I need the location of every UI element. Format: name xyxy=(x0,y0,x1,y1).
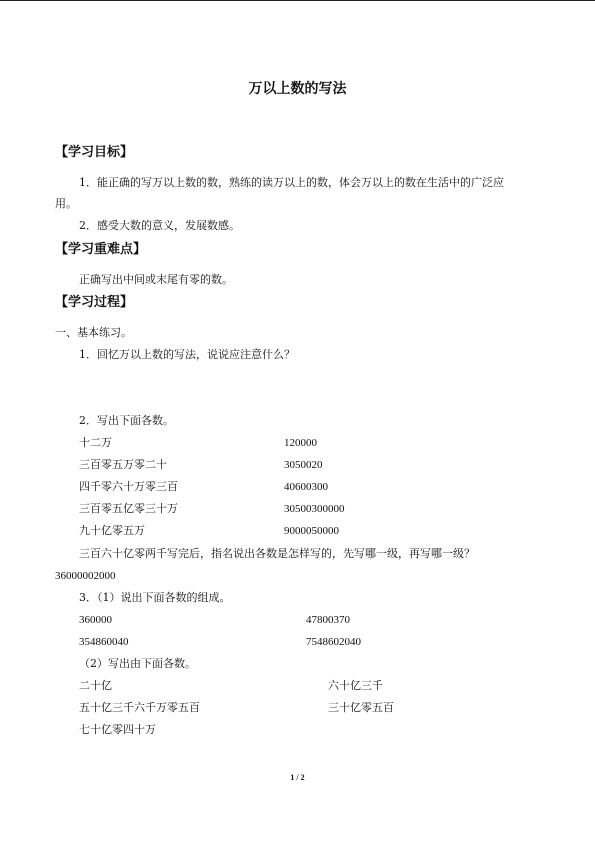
section-heading-difficulty: 【学习重难点】 xyxy=(55,242,147,257)
goal-1-line-2: 用。 xyxy=(55,197,77,210)
document-title: 万以上数的写法 xyxy=(248,81,347,97)
q2-extra-line-1: 三百六十亿零两千写完后，指名说出各数是怎样写的，先写哪一级，再写哪一级？ xyxy=(79,547,475,560)
question-3-part-2: （2）写出由下面各数。 xyxy=(79,657,196,670)
section-heading-process: 【学习过程】 xyxy=(55,295,134,310)
q2-row-words: 十二万 xyxy=(79,436,112,449)
page-number: 1 / 2 xyxy=(290,773,305,782)
q3-2-item: 五十亿三千六千万零五百 xyxy=(79,701,200,714)
q3-number: 354860040 xyxy=(79,636,129,648)
section-heading-goals: 【学习目标】 xyxy=(55,145,134,160)
q2-extra-line-2: 36000002000 xyxy=(55,570,116,582)
q2-row-words: 九十亿零五万 xyxy=(79,524,145,537)
question-1: 1．回忆万以上数的写法，说说应注意什么？ xyxy=(79,348,295,361)
question-2: 2．写出下面各数。 xyxy=(79,414,174,427)
q2-row-number: 30500300000 xyxy=(284,503,345,515)
q3-2-item: 六十亿三千 xyxy=(328,679,383,692)
goal-2: 2．感受大数的意义，发展数感。 xyxy=(79,219,240,232)
difficulty-text: 正确写出中间或末尾有零的数。 xyxy=(79,273,233,286)
question-3-part-1: 3．（1）说出下面各数的组成。 xyxy=(79,591,231,604)
q3-2-item: 二十亿 xyxy=(79,679,112,692)
q2-row-words: 四千零六十万零三百 xyxy=(79,480,178,493)
q3-number: 7548602040 xyxy=(306,636,361,648)
q2-row-number: 3050020 xyxy=(284,459,323,471)
q2-row-number: 120000 xyxy=(284,437,317,449)
goal-1-line-1: 1．能正确的写万以上数的数，熟练的读万以上的数，体会万以上的数在生活中的广泛应 xyxy=(79,176,504,189)
q3-number: 360000 xyxy=(79,614,112,626)
q2-row-number: 40600300 xyxy=(284,481,328,493)
top-border-line xyxy=(0,0,595,1)
q2-row-words: 三百零五万零二十 xyxy=(79,458,167,471)
q2-row-words: 三百零五亿零三十万 xyxy=(79,502,178,515)
q3-number: 47800370 xyxy=(306,614,350,626)
part-1-heading: 一、基本练习。 xyxy=(55,326,132,339)
q2-row-number: 9000050000 xyxy=(284,525,339,537)
q3-2-item: 七十亿零四十万 xyxy=(79,723,156,736)
q3-2-item: 三十亿零五百 xyxy=(328,701,394,714)
